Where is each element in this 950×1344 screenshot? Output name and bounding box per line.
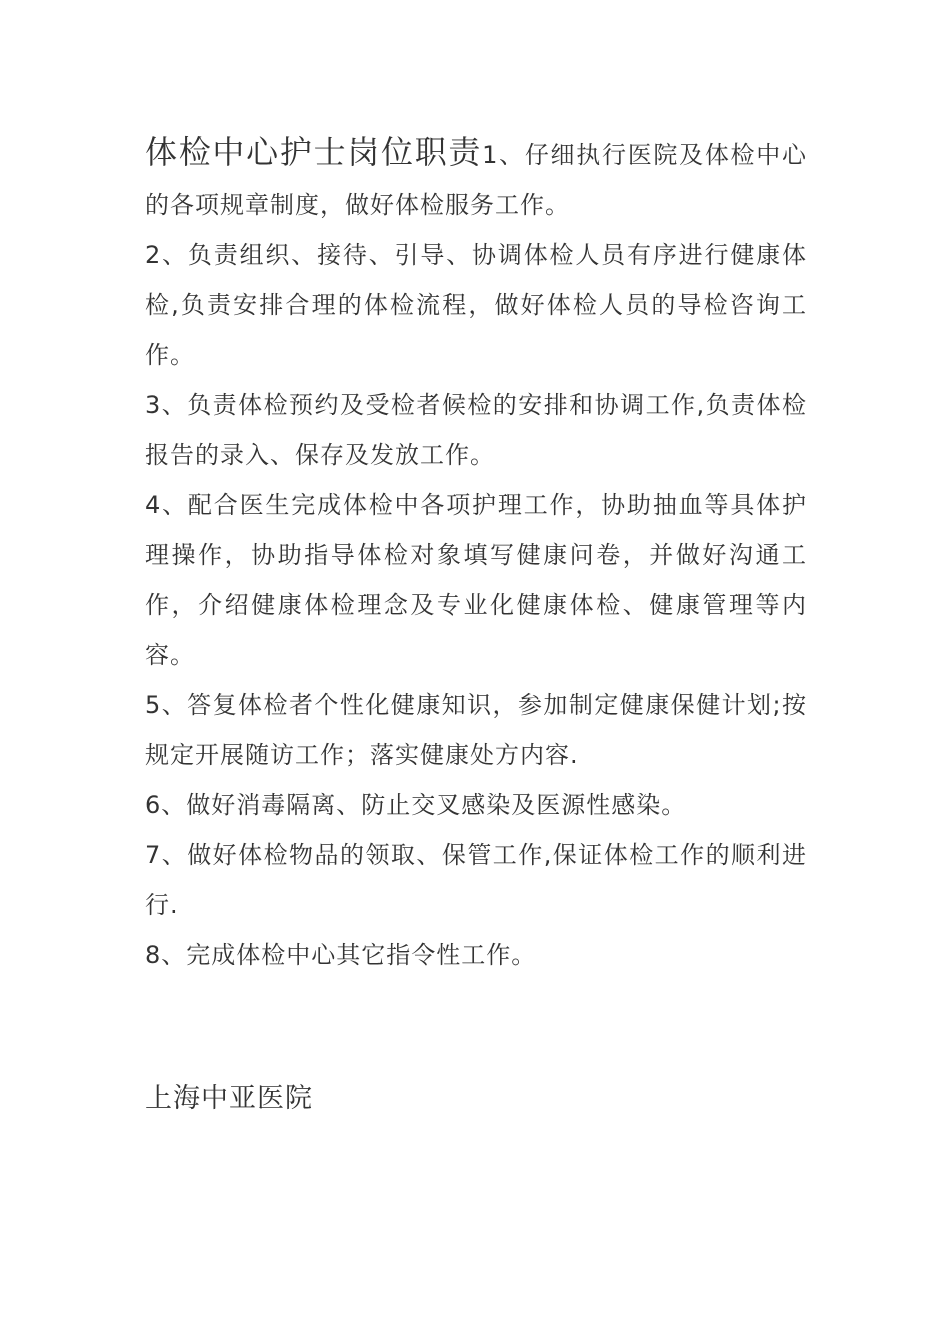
first-paragraph [145,127,807,230]
duty-item-7: 7、做好体检物品的领取、保管工作,保证体检工作的顺利进行. [145,841,807,919]
duty-item-1: 1、仔细执行医院及体检中心的各项规章制度，做好体检服务工作。 [145,141,807,219]
duty-item-3: 3、负责体检预约及受检者候检的安排和协调工作,负责体检报告的录入、保存及发放工作。 [145,391,807,469]
duty-item-2: 2、负责组织、接待、引导、协调体检人员有序进行健康体检,负责安排合理的体检流程，做好体检人员的导检咨询工作。 [145,241,807,369]
duty-item-8: 8、完成体检中心其它指令性工作。 [145,941,537,969]
document-title: 体检中心护士岗位职责 [145,133,483,171]
document-body [145,127,807,980]
hospital-signature: 上海中亚医院 [145,1083,313,1114]
duty-item-4: 4、配合医生完成体检中各项护理工作，协助抽血等具体护理操作，协助指导体检对象填写健康问卷，并做好沟通工作，介绍健康体检理念及专业化健康体检、健康管理等内容。 [145,491,807,669]
duty-item-6: 6、做好消毒隔离、防止交叉感染及医源性感染。 [145,791,687,819]
duty-item-5: 5、答复体检者个性化健康知识，参加制定健康保健计划;按规定开展随访工作；落实健康处方内容. [145,691,807,769]
